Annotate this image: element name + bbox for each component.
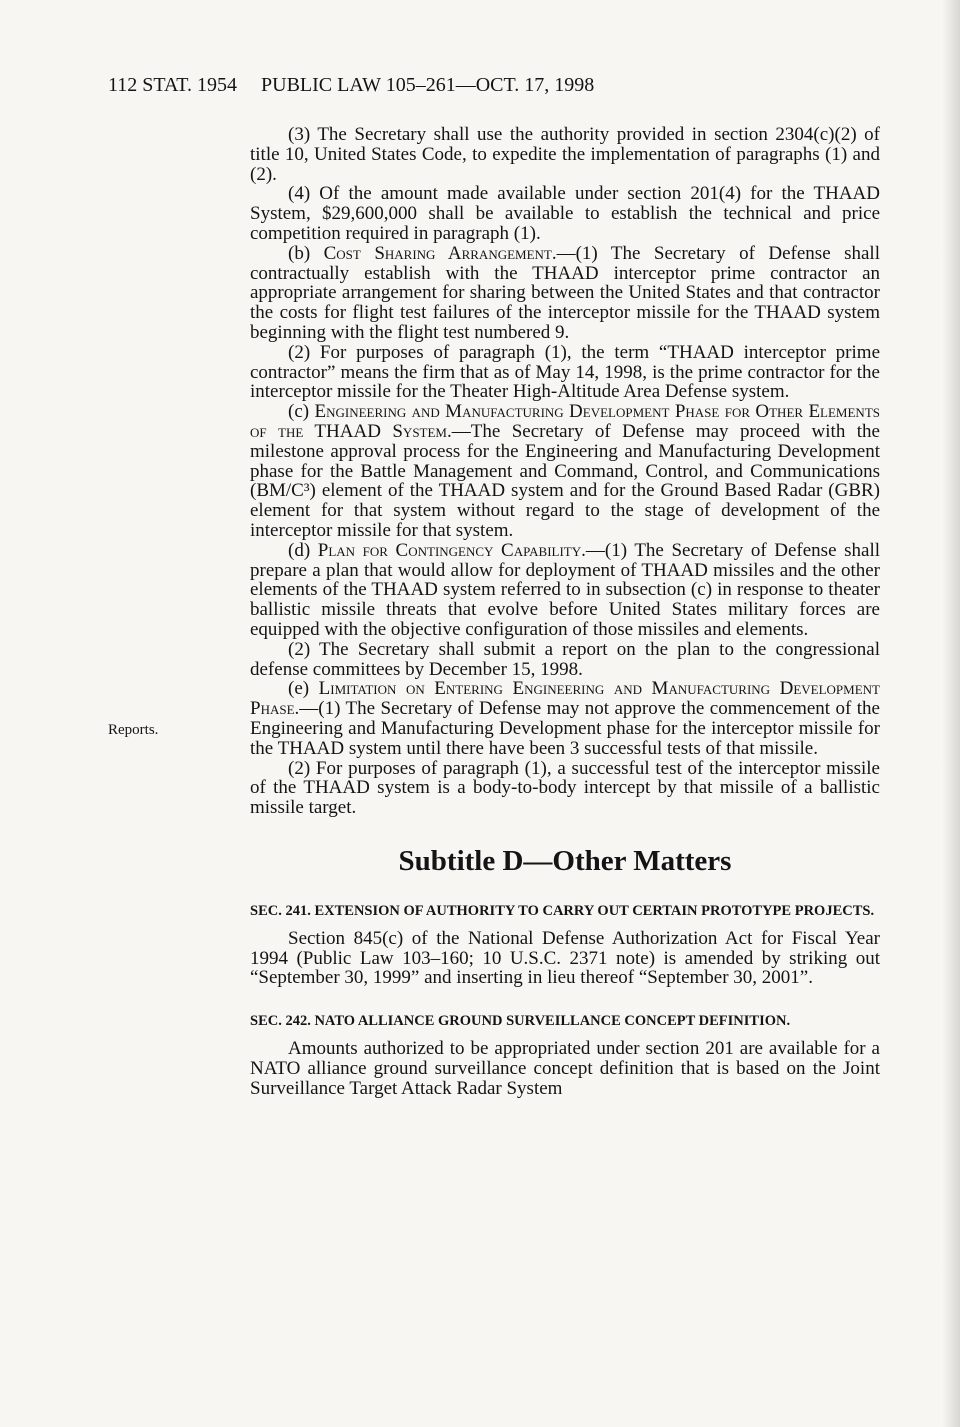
paragraph-b2: (2) For purposes of paragraph (1), the term “THAAD interceptor prime contractor” means the firm that as of May 14, 1998, is the prime contractor for the interceptor missile for the Theater High-Altitude Area Defense system. bbox=[250, 341, 880, 403]
subsection-c-lead: (c) bbox=[288, 401, 315, 423]
section-242-heading: SEC. 242. NATO ALLIANCE GROUND SURVEILLANCE CONCEPT DEFINITION. bbox=[250, 1013, 791, 1030]
subsection-c bbox=[250, 402, 880, 541]
subsection-c-heading: Engineering and Manufacturing Development Phase for Other Elements of the THAAD System. bbox=[250, 401, 880, 442]
subsection-e-text: —(1) The Secretary of Defense may not approve the commencement of the Engineering and Manufacturing Development phase for the interceptor missile for the THAAD system until there have been 3 successful tests of that missile. bbox=[250, 698, 880, 759]
section-241-body: Section 845(c) of the National Defense Authorization Act for Fiscal Year 1994 (Public Law 103–160; 10 U.S.C. 2371 note) is amended by striking out “September 30, 1999” and inserting in lieu thereof “September 30, 2001”. bbox=[250, 927, 880, 989]
subsection-e-lead: (e) bbox=[288, 678, 319, 700]
paragraph-d2: (2) The Secretary shall submit a report on the plan to the congressional defense committees by December 15, 1998. bbox=[250, 638, 880, 680]
subsection-d-lead: (d) bbox=[288, 539, 318, 561]
subsection-d-heading: Plan for Contingency Capability. bbox=[317, 539, 586, 561]
body-column bbox=[250, 125, 880, 1099]
subsection-e bbox=[250, 679, 880, 758]
subsection-d bbox=[250, 541, 880, 640]
subsection-b-lead: (b) bbox=[288, 242, 324, 264]
section-241-heading: SEC. 241. EXTENSION OF AUTHORITY TO CARRY OUT CERTAIN PROTOTYPE PROJECTS. bbox=[250, 902, 875, 919]
page-edge-shadow bbox=[942, 0, 960, 1427]
subsection-b-heading: Cost Sharing Arrangement. bbox=[323, 242, 557, 264]
section-242-body: Amounts authorized to be appropriated under section 201 are available for a NATO alliance ground surveillance concept definition that is based on the Joint Surveillance Target Attack Radar System bbox=[250, 1038, 880, 1099]
subtitle-heading: Subtitle D—Other Matters bbox=[398, 844, 732, 877]
paragraph-e2: (2) For purposes of paragraph (1), a successful test of the interceptor missile of the THAAD system is a body-to-body intercept by that missile of a ballistic missile target. bbox=[250, 757, 880, 819]
subsection-c-text: —The Secretary of Defense may proceed with the milestone approval process for the Engineering and Manufacturing Development phase for the Battle Management and Command, Control, and Communications (BM/C³) element of the THAAD system and for the Ground Based Radar (GBR) element for that system without regard to the stage of development of the interceptor missile for that system. bbox=[250, 420, 880, 541]
subsection-b-text: —(1) The Secretary of Defense shall contractually establish with the THAAD interceptor prime contractor an appropriate arrangement for sharing between the United States and that contractor the costs for flight test failures of the interceptor missile for the THAAD system beginning with the flight test numbered 9. bbox=[250, 242, 880, 343]
statute-page-number: 112 STAT. 1954 bbox=[108, 74, 237, 96]
paragraph-a3: (3) The Secretary shall use the authority provided in section 2304(c)(2) of title 10, United States Code, to expedite the implementation of paragraphs (1) and (2). bbox=[250, 124, 880, 185]
margin-note-reports: Reports. bbox=[108, 722, 159, 738]
subsection-e-heading: Limitation on Entering Engineering and Manufacturing Development Phase. bbox=[250, 678, 880, 720]
public-law-title: PUBLIC LAW 105–261—OCT. 17, 1998 bbox=[261, 74, 595, 96]
paragraph-a4: (4) Of the amount made available under section 201(4) for the THAAD System, $29,600,000 shall be available to establish the technical and price competition required in paragraph (1). bbox=[250, 183, 880, 244]
subsection-b bbox=[250, 244, 880, 343]
subsection-d-text: —(1) The Secretary of Defense shall prepare a plan that would allow for deployment of THAAD missiles and the other elements of the THAAD system referred to in subsection (c) in response to theater ballistic missile threats that evolve before United States military forces are equipped with the objective configuration of those missiles and elements. bbox=[250, 539, 880, 640]
